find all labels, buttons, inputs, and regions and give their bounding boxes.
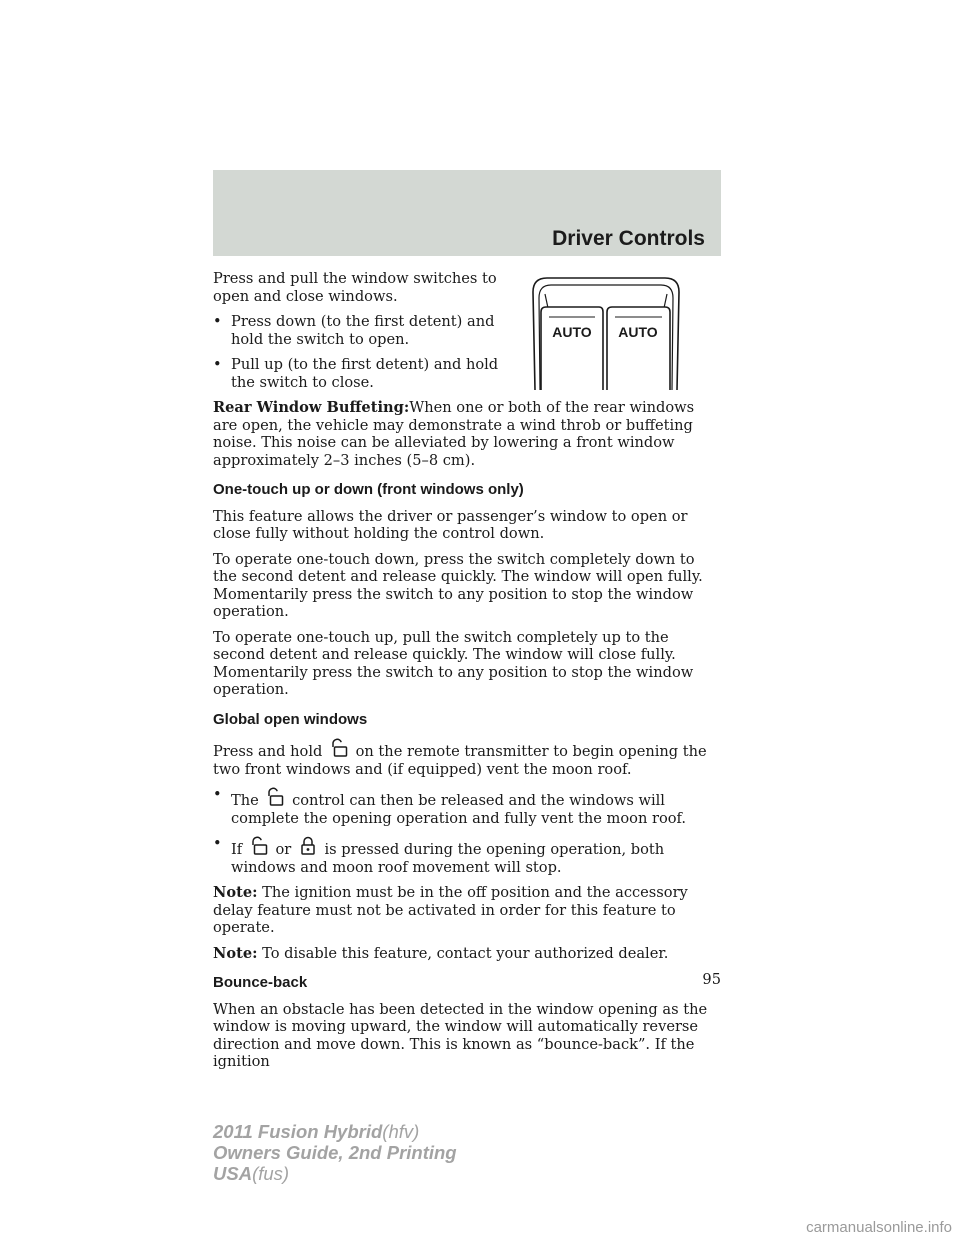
text-fragment: is pressed during the opening operation, both windows and moon roof movement will stop. [231,841,665,876]
note-text: The ignition must be in the off position and the accessory delay feature must not be activated in order for this feature to operate. [213,884,688,936]
buffeting-text: When one or both of the rear windows are open, the vehicle may demonstrate a wind throb or buffeting noise. This noise can be alleviated by lowering a front window approximately 2–3 inches (5–8 cm). [213,399,695,469]
list-item [213,313,501,348]
footer-market: USA [213,1163,253,1184]
page-content [213,270,721,1079]
page-number: 95 [702,971,721,988]
one-touch-heading: One-touch up or down (front windows only) [213,481,524,498]
text-fragment: control can then be released and the windows will complete the opening operation and fully vent the moon roof. [231,792,687,827]
header-band [213,170,721,256]
footer-market-code: (fus) [252,1163,290,1184]
right-switch-auto-label: AUTO [618,324,658,340]
bullet-icon: • [213,786,222,803]
buffeting-paragraph [213,399,721,469]
global-open-heading: Global open windows [213,710,368,728]
footer-imprint [213,1121,457,1184]
one-touch-paragraph-3: To operate one-touch up, pull the switch completely up to the second detent and release quickly. The window will close fully. Momentarily press the switch to any position to stop the window operation. [213,628,694,698]
text-fragment: If [231,841,243,858]
text-fragment: Press and hold [213,743,323,760]
lock-icon [298,835,318,857]
one-touch-paragraph-1: This feature allows the driver or passenger’s window to open or close fully without holding the control down. [213,507,688,542]
note-text: To disable this feature, contact your authorized dealer. [262,944,669,962]
left-switch-auto-label: AUTO [552,324,592,340]
intro-block [213,270,501,391]
unlock-icon [329,737,349,759]
list-item [213,786,721,827]
one-touch-paragraph-2: To operate one-touch down, press the switch completely down to the second detent and release quickly. The window will open fully. Momentarily press the switch to any position to stop the window operation. [213,550,703,620]
bullet-text: Pull up (to the first detent) and hold the switch to close. [231,356,499,391]
footer-model: 2011 Fusion Hybrid [213,1121,383,1142]
note-label: Note: [213,884,258,901]
text-fragment: The [231,792,259,809]
bullet-icon: • [213,356,222,373]
global-open-paragraph [213,737,721,778]
text-fragment: or [275,841,292,858]
text-fragment: on the remote transmitter to begin opening the two front windows and (if equipped) vent the moon roof. [213,743,707,778]
bounce-back-paragraph: When an obstacle has been detected in the window opening as the window is moving upward, the window will automatically reverse direction and move down. This is known as “bounce-back”. If the ignition [213,1000,708,1070]
list-item [213,356,501,391]
bullet-icon: • [213,835,222,852]
note-1 [213,884,721,937]
buffeting-label: Rear Window Buffeting: [213,399,410,416]
note-2 [213,945,721,963]
bullet-icon: • [213,313,222,330]
intro-text: Press and pull the window switches to open and close windows. [213,270,497,305]
footer-model-code: (hfv) [382,1121,420,1142]
bullet-text: Press down (to the first detent) and hold the switch to open. [231,313,495,348]
unlock-icon [265,786,285,808]
bounce-back-heading: Bounce-back [213,974,308,991]
section-title: Driver Controls [552,227,705,250]
footer-edition: Owners Guide, 2nd Printing [213,1142,457,1163]
watermark: carmanualsonline.info [806,1219,952,1236]
list-item [213,835,721,876]
note-label: Note: [213,944,258,962]
unlock-icon [249,835,269,857]
